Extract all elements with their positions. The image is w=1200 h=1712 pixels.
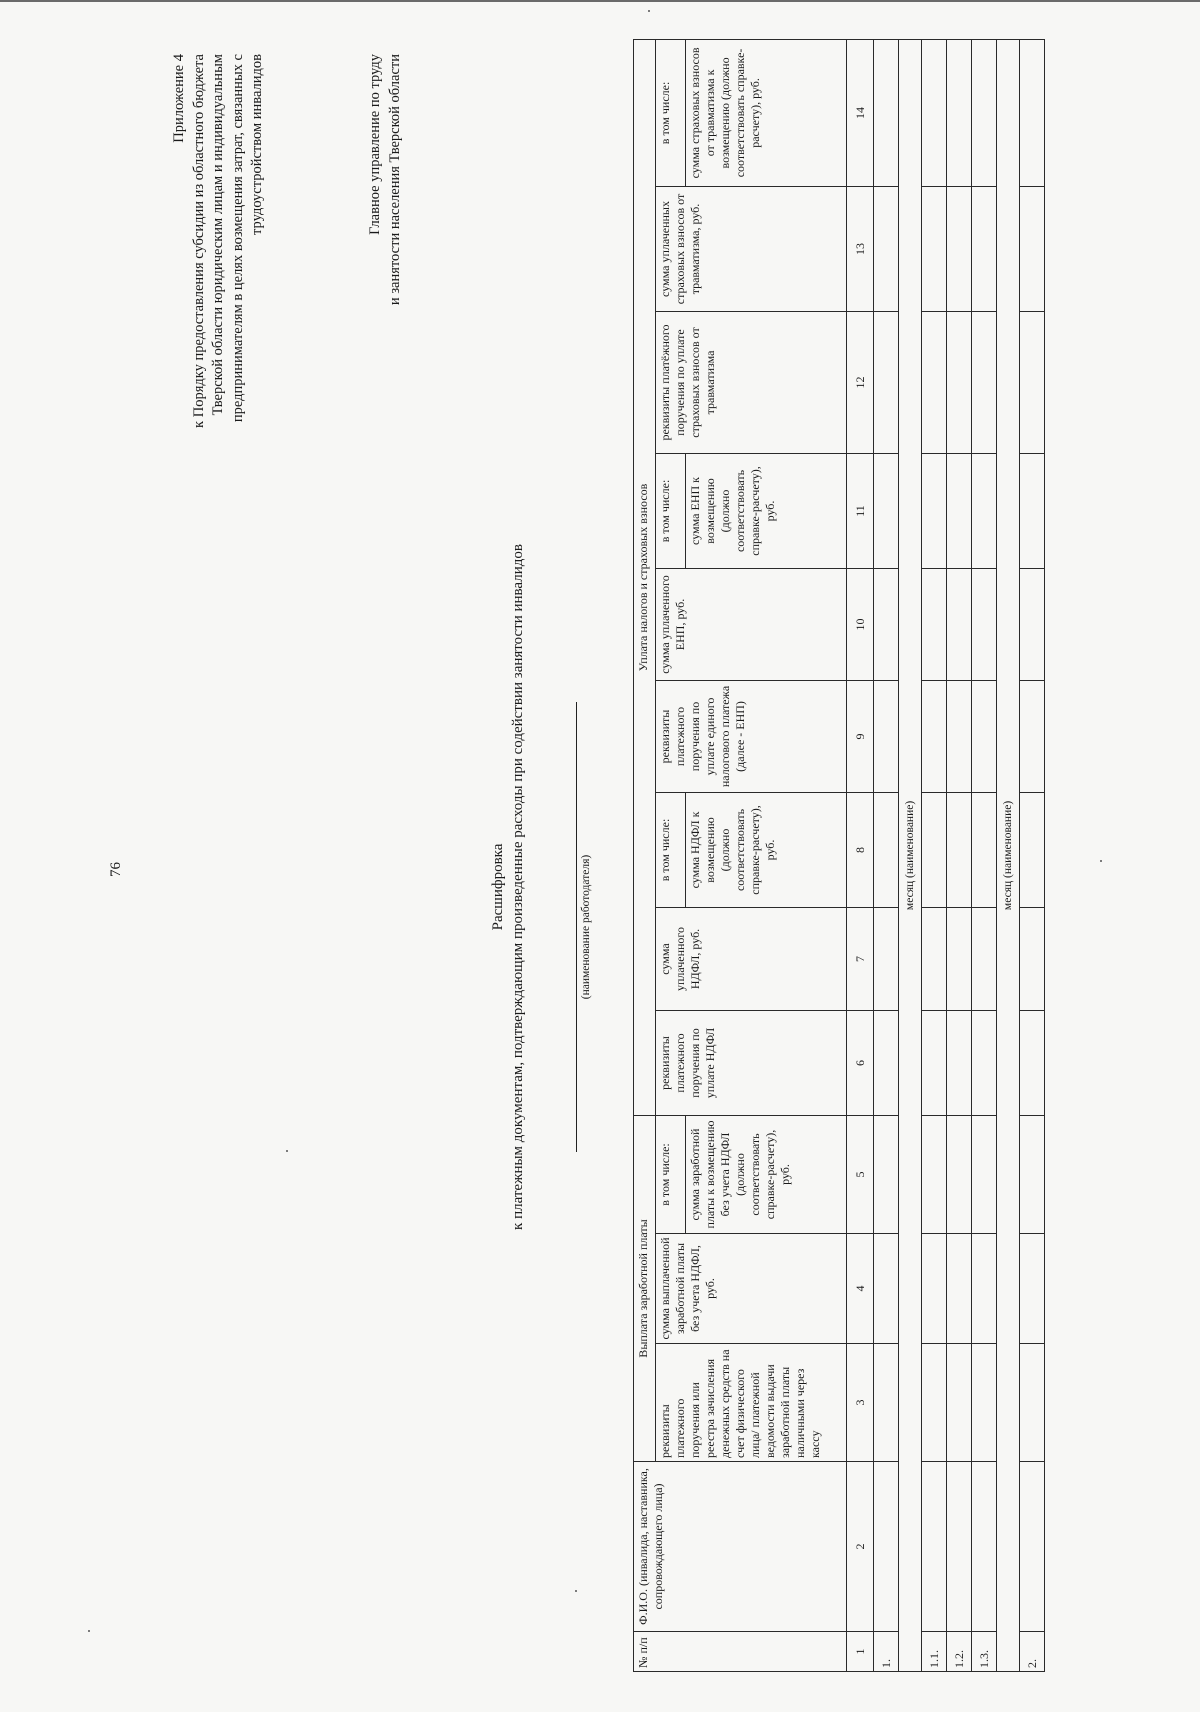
col-12-header: реквизиты платёжного поручения по уплате страховых взносов от травматизма: [656, 311, 847, 453]
col-3-header: реквизиты платежного поручения или реестра зачисления денежных средств на счет физического лица/ платежной ведомости выдачи заработной платы наличными через кассу: [656, 1344, 847, 1462]
title-line-2: к платежным документам, подтверждающим произведенные расходы при содействии занятости инвалидов: [510, 544, 526, 1230]
col-6-header: реквизиты платежного поручения по уплате НДФЛ: [656, 1010, 847, 1115]
table-row: [947, 39, 972, 1671]
appendix-line: Тверской области юридическим лицам и индивидуальным: [210, 54, 226, 416]
col-14-subhead: в том числе:: [656, 39, 685, 186]
table-row: [922, 39, 947, 1671]
row-number: 1.3.: [972, 1632, 997, 1672]
column-number: 5: [847, 1115, 874, 1233]
appendix-line: к Порядку предоставления субсидии из областного бюджета: [190, 54, 207, 428]
col-number-header: № п/п: [634, 1632, 847, 1672]
month-row: [899, 39, 922, 1671]
salary-group-header: Выплата заработной платы: [634, 1115, 656, 1461]
addressee-block: [366, 54, 405, 594]
payments-table: [633, 39, 1045, 1672]
appendix-header: [170, 54, 268, 594]
month-label: месяц (наименование): [899, 39, 922, 1671]
table-row: [874, 39, 899, 1671]
employer-underline: [576, 702, 577, 1152]
table-row: [972, 39, 997, 1671]
table-row: [1020, 39, 1045, 1671]
month-label: месяц (наименование): [997, 39, 1020, 1671]
column-number: 14: [847, 39, 874, 186]
employer-caption: (наименование работодателя): [580, 854, 592, 1000]
row-number: 2.: [1020, 1632, 1045, 1672]
taxes-group-header: Уплата налогов и страховых взносов: [634, 39, 656, 1115]
appendix-line: предпринимателям в целях возмещения затрат, связанных с: [229, 54, 246, 423]
column-number: 3: [847, 1344, 874, 1462]
col-7-header: сумма уплаченного НДФЛ, руб.: [656, 907, 847, 1010]
col-fio-header: Ф.И.О. (инвалида, наставника, сопровождающего лица): [634, 1462, 847, 1632]
column-number: 6: [847, 1010, 874, 1115]
appendix-line: Приложение 4: [171, 54, 187, 143]
col-4-header: сумма выплаченной заработной платы без учета НДФЛ, руб.: [656, 1234, 847, 1344]
column-number: 1: [847, 1632, 874, 1672]
col-14-header: сумма страховых взносов от травматизма к возмещению (должно соответствовать справке-расчету), руб.: [685, 39, 846, 186]
month-row: [997, 39, 1020, 1671]
row-number: 1.: [874, 1632, 899, 1672]
column-number: 10: [847, 568, 874, 680]
col-8-header: сумма НДФЛ к возмещению (должно соответствовать справке-расчету), руб.: [685, 792, 846, 907]
col-11-header: сумма ЕНП к возмещению (должно соответствовать справке-расчету), руб.: [685, 453, 846, 568]
col-11-subhead: в том числе:: [656, 453, 685, 568]
col-5-subhead: в том числе:: [656, 1115, 685, 1233]
col-9-header: реквизиты платежного поручения по уплате единого налогового платежа (далее - ЕНП): [656, 680, 847, 792]
addressee-line: Главное управление по труду: [367, 54, 383, 235]
header-row-1: [634, 39, 656, 1671]
column-number: 2: [847, 1462, 874, 1632]
header-row-2: [656, 39, 685, 1671]
column-number: 12: [847, 311, 874, 453]
row-number: 1.1.: [922, 1632, 947, 1672]
appendix-line: трудоустройством инвалидов: [249, 54, 265, 235]
col-5-header: сумма заработной платы к возмещению без учета НДФЛ (должно соответствовать справке-расчету), руб.: [685, 1115, 846, 1233]
column-number: 4: [847, 1234, 874, 1344]
col-10-header: сумма уплаченного ЕНП, руб.: [656, 568, 847, 680]
row-number: 1.2.: [947, 1632, 972, 1672]
page-number: 76: [108, 862, 124, 877]
column-number: 13: [847, 186, 874, 311]
col-8-subhead: в том числе:: [656, 792, 685, 907]
addressee-line: и занятости населения Тверской области: [386, 54, 403, 306]
column-number: 7: [847, 907, 874, 1010]
column-number-row: [847, 39, 874, 1671]
col-13-header: сумма уплаченных страховых взносов от травматизма, руб.: [656, 186, 847, 311]
column-number: 9: [847, 680, 874, 792]
column-number: 8: [847, 792, 874, 907]
column-number: 11: [847, 453, 874, 568]
title-line-1: Расшифровка: [490, 843, 506, 931]
document-title: [488, 362, 528, 1412]
